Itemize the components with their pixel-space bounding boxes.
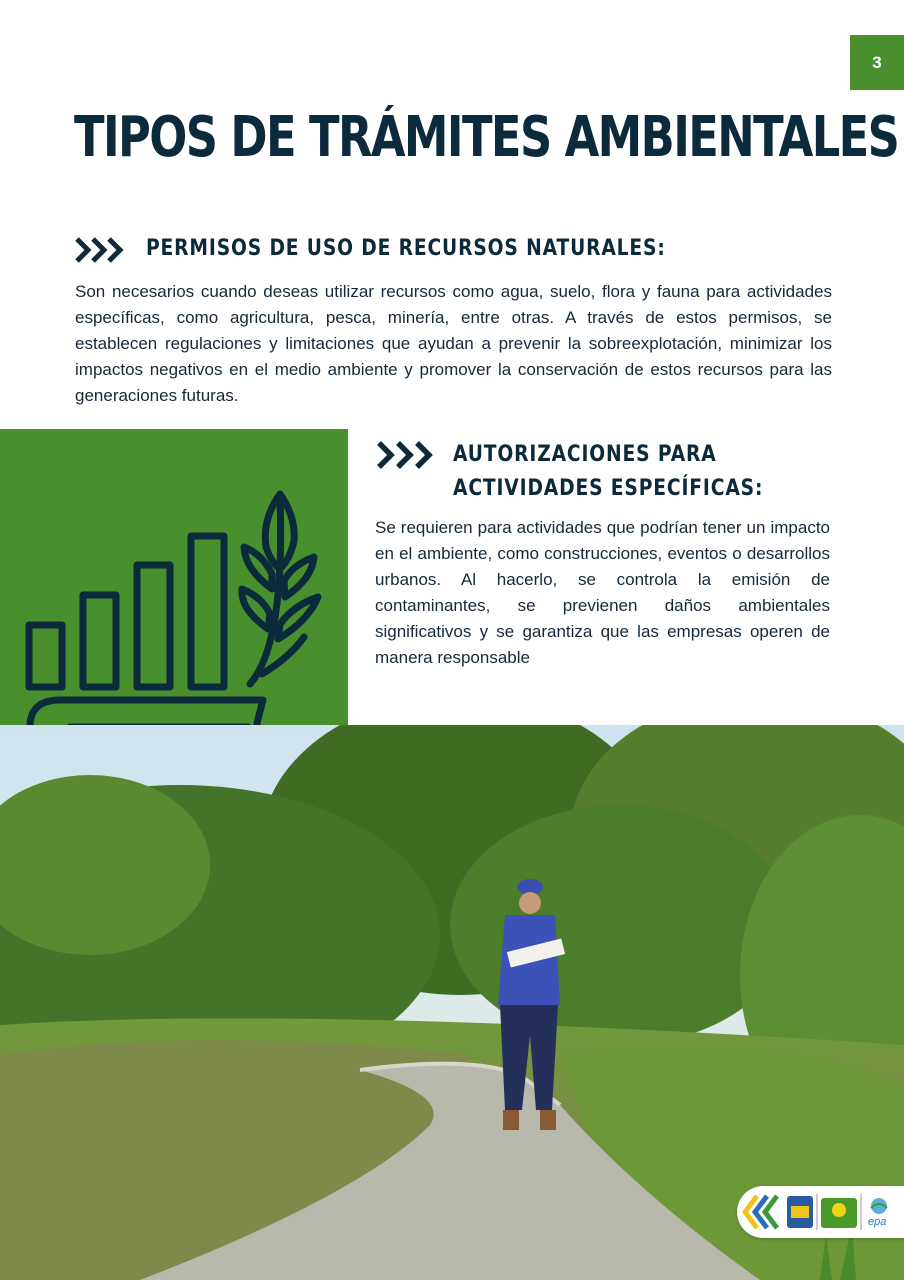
logo-strip-graphics [737,1186,904,1238]
epa-logo-text: epa [868,1216,887,1228]
chevron-right-triple-icon [74,236,126,264]
section-heading-permisos: PERMISOS DE USO DE RECURSOS NATURALES: [146,236,666,261]
section-heading-autorizaciones [453,438,763,506]
page-title: TIPOS DE TRÁMITES AMBIENTALES [74,105,899,170]
section-heading-line: ACTIVIDADES ESPECÍFICAS: [453,476,764,501]
sponsor-logos [737,1186,904,1238]
section-body-permisos: Son necesarios cuando deseas utilizar recursos como agua, suelo, flora y fauna para actividades específicas, como agricultura, pesca, minería, entre otras. A través de estos permisos, se establecen regulaciones y limitaciones que ayudan a prevenir la sobreexplotación, minimizar los impactos negativos en el medio ambiente y promover la conservación de estos recursos para las generaciones futuras. [75,282,832,405]
chevron-right-triple-icon [376,440,436,470]
section-body-autorizaciones: Se requieren para actividades que podrían tener un impacto en el ambiente, como construcciones, eventos o desarrollos urbanos. Al hacerlo, se controla la emisión de contaminantes, se previenen daños ambientales significativos y se garantiza que las empresas operen de manera responsable [375,518,830,667]
section-heading-line: AUTORIZACIONES PARA [453,442,717,467]
page-number: 3 [850,35,904,90]
